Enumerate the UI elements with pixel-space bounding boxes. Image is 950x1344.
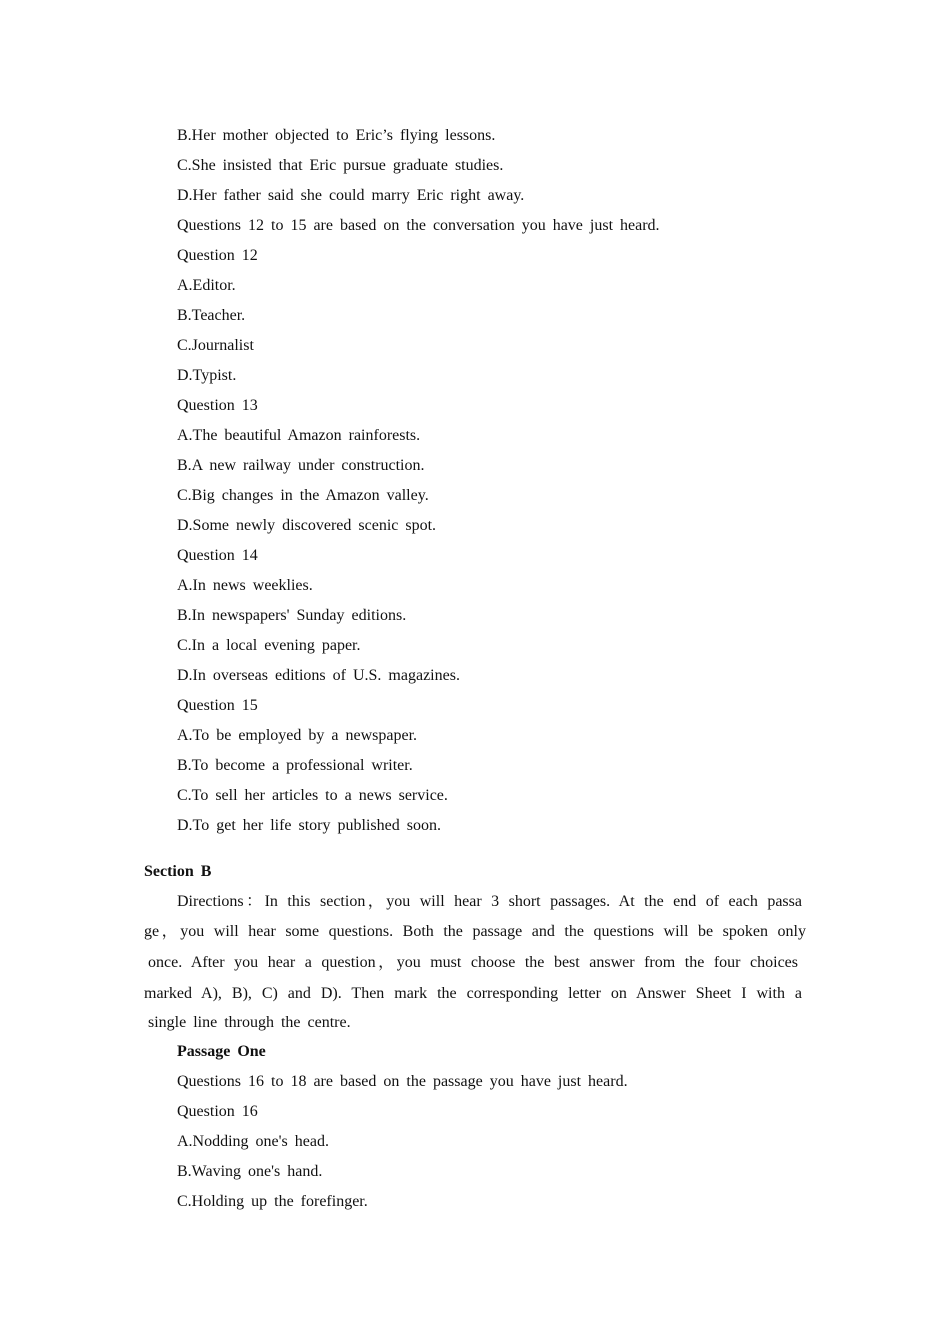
option-b-q16: B.Waving one's hand. <box>177 1163 323 1180</box>
option-a-q13: A.The beautiful Amazon rainforests. <box>177 427 421 444</box>
directions-line-5: single line through the centre. <box>148 1014 351 1031</box>
question-12-label: Question 12 <box>177 247 258 264</box>
option-b-q15: B.To become a professional writer. <box>177 757 413 774</box>
option-c-q13: C.Big changes in the Amazon valley. <box>177 487 429 504</box>
question-14-label: Question 14 <box>177 547 258 564</box>
option-d-q11: D.Her father said she could marry Eric right away. <box>177 187 525 204</box>
option-a-q14: A.In news weeklies. <box>177 577 313 594</box>
directions-line-4: marked A), B), C) and D). Then mark the corresponding letter on Answer Sheet I with a <box>144 985 802 1002</box>
option-d-q13: D.Some newly discovered scenic spot. <box>177 517 437 534</box>
option-a-q12: A.Editor. <box>177 277 236 294</box>
option-d-q15: D.To get her life story published soon. <box>177 817 441 834</box>
passage-one-title: Passage One <box>177 1043 266 1060</box>
option-c-q15: C.To sell her articles to a news service. <box>177 787 448 804</box>
option-d-q14: D.In overseas editions of U.S. magazines. <box>177 667 460 684</box>
questions-12-15-intro: Questions 12 to 15 are based on the conversation you have just heard. <box>177 217 660 234</box>
option-c-q11: C.She insisted that Eric pursue graduate studies. <box>177 157 504 174</box>
option-b-q11: B.Her mother objected to Eric’s flying lessons. <box>177 127 496 144</box>
question-16-label: Question 16 <box>177 1103 258 1120</box>
option-b-q12: B.Teacher. <box>177 307 246 324</box>
directions-line-3: once. After you hear a question，you must choose the best answer from the four choices <box>148 954 798 971</box>
directions-line-1: Directions：In this section，you will hear 3 short passages. At the end of each passa <box>177 893 802 910</box>
option-c-q14: C.In a local evening paper. <box>177 637 361 654</box>
option-a-q15: A.To be employed by a newspaper. <box>177 727 418 744</box>
option-c-q12: C.Journalist <box>177 337 254 354</box>
section-b-heading: Section B <box>144 863 212 880</box>
directions-line-2: ge，you will hear some questions. Both the passage and the questions will be spoken only <box>144 923 806 940</box>
option-b-q13: B.A new railway under construction. <box>177 457 425 474</box>
option-b-q14: B.In newspapers' Sunday editions. <box>177 607 407 624</box>
option-c-q16: C.Holding up the forefinger. <box>177 1193 368 1210</box>
question-13-label: Question 13 <box>177 397 258 414</box>
option-a-q16: A.Nodding one's head. <box>177 1133 329 1150</box>
question-15-label: Question 15 <box>177 697 258 714</box>
questions-16-18-intro: Questions 16 to 18 are based on the passage you have just heard. <box>177 1073 628 1090</box>
option-d-q12: D.Typist. <box>177 367 237 384</box>
